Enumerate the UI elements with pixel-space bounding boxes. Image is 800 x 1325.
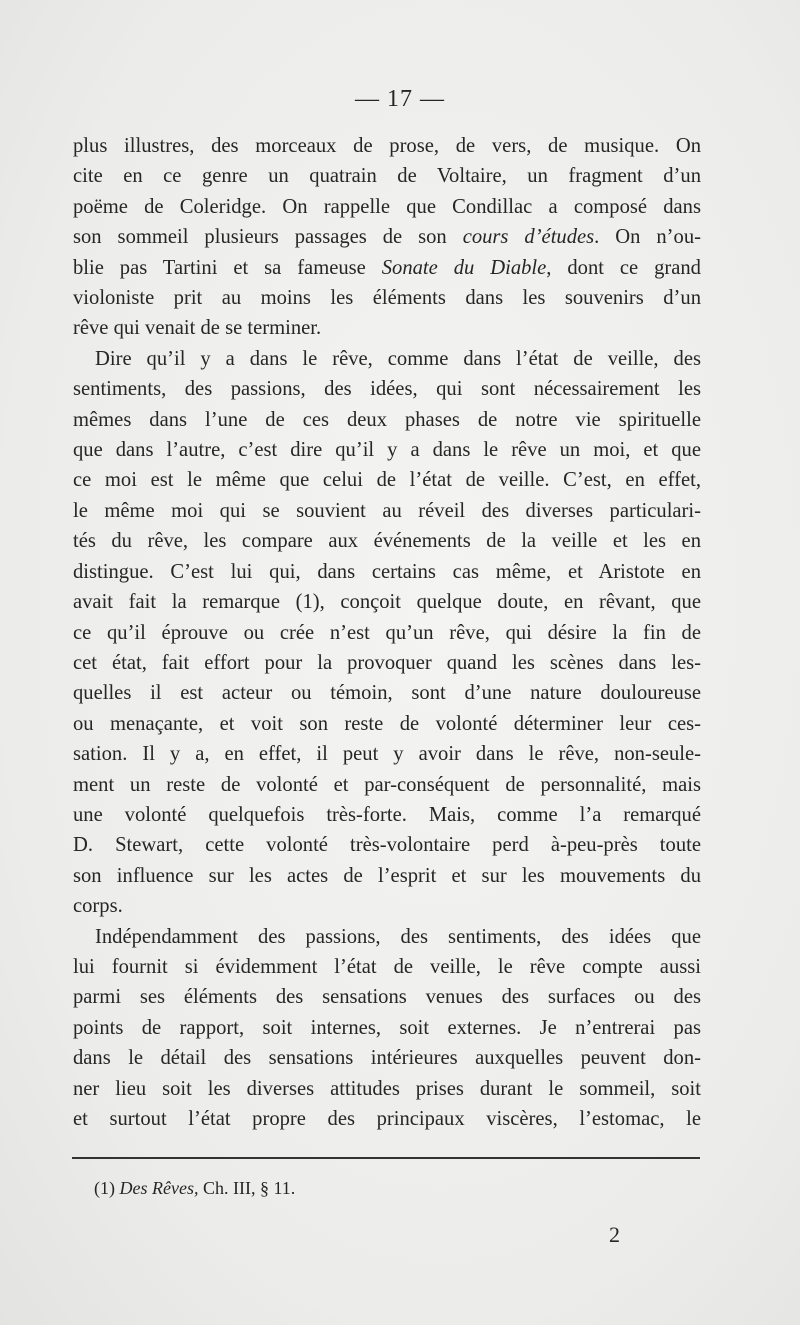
text-line [73,648,701,678]
text-segment: violoniste prit au moins les éléments dans les souvenirs d’un [73,287,701,310]
text-segment: distingue. C’est lui qui, dans certains cas même, et Aristote en [73,560,701,583]
text-line [73,739,701,769]
paragraph [73,344,701,922]
text-segment: poëme de Coleridge. On rappelle que Condillac a composé dans [73,195,701,218]
page-number: — 17 — [355,86,445,112]
text-line [73,709,701,739]
text-segment: cite en ce genre un quatrain de Voltaire, un fragment d’un [73,165,701,188]
text-line [73,374,701,404]
text-segment: sentiments, des passions, des idées, qui sont nécessairement les [73,378,701,401]
text-segment: ner lieu soit les diverses attitudes prises durant le sommeil, soit [73,1077,701,1100]
paragraph [73,131,701,344]
text-line [73,770,701,800]
text-line [73,952,701,982]
paragraph [73,922,701,1135]
text-line [73,465,701,495]
text-segment: Indépendamment des passions, des sentiments, des idées que [95,925,701,948]
text-segment: points de rapport, soit internes, soit externes. Je n’entrerai pas [73,1016,701,1039]
text-segment: Dire qu’il y a dans le rêve, comme dans l’état de veille, des [95,347,701,370]
text-segment: quelles il est acteur ou témoin, sont d’une nature douloureuse [73,682,701,705]
text-segment: ment un reste de volonté et par-conséquent de personnalité, mais [73,773,701,796]
text-line [73,830,701,860]
text-segment: sation. Il y a, en effet, il peut y avoir dans le rêve, non-seule- [73,743,701,766]
text-line [73,557,701,587]
text-line [73,161,701,191]
text-line [73,800,701,830]
text-line [73,618,701,648]
text-segment: ce qu’il éprouve ou crée n’est qu’un rêve, qui désire la fin de [73,621,701,644]
text-line [73,192,701,222]
text-segment: cet état, fait effort pour la provoquer quand les scènes dans les- [73,651,701,674]
text-segment: mêmes dans l’une de ces deux phases de notre vie spirituelle [73,408,701,431]
text-segment: lui fournit si évidemment l’état de veille, le rêve compte aussi [73,955,701,978]
text-segment: ce moi est le même que celui de l’état de veille. C’est, en effet, [73,469,701,492]
text-line [73,344,701,374]
text-segment: parmi ses éléments des sensations venues des surfaces ou des [73,986,701,1009]
text-segment: D. Stewart, cette volonté très-volontaire perd à-peu-près toute [73,834,701,857]
text-segment: le même moi qui se souvient au réveil des diverses particulari- [73,499,701,522]
text-line [73,496,701,526]
text-segment: rêve qui venait de se terminer. [73,317,322,340]
text-line [73,1104,701,1134]
text-segment: avait fait la remarque (1), conçoit quelque doute, en rêvant, que [73,591,701,614]
italic-title: Sonate du Diable [381,256,547,279]
body-text [73,131,701,1134]
text-segment: , dont ce grand [546,256,701,279]
text-segment: et surtout l’état propre des principaux viscères, l’estomac, le [73,1108,701,1130]
text-line [73,526,701,556]
text-line [73,1013,701,1043]
text-line [73,222,701,252]
footnote [94,1178,295,1199]
text-line [73,131,701,161]
text-line [73,861,701,891]
footnote-reference: Ch. III, § 11. [198,1178,296,1198]
text-line [73,1043,701,1073]
text-segment: dans le détail des sensations intérieures auxquelles peuvent don- [73,1047,701,1070]
text-line [73,678,701,708]
text-segment: une volonté quelquefois très-forte. Mais, comme l’a remarqué [73,803,701,826]
text-segment: blie pas Tartini et sa fameuse [73,256,382,279]
text-line [73,922,701,952]
text-line [73,283,701,313]
text-line [73,313,701,343]
text-segment: . On n’ou- [594,226,701,249]
text-segment: ou menaçante, et voit son reste de volonté déterminer leur ces- [73,712,701,735]
text-line [73,253,701,283]
text-segment: son influence sur les actes de l’esprit et sur les mouvements du [73,864,701,887]
text-segment: son sommeil plusieurs passages de son [73,226,463,249]
signature-mark: 2 [609,1222,620,1247]
text-line [73,1074,701,1104]
italic-title: cours d’études [462,226,595,249]
text-segment: corps. [73,895,123,918]
footnote-title: Des Rêves, [119,1178,199,1198]
footnote-marker: (1) [94,1178,120,1198]
text-line [73,891,701,921]
text-segment: que dans l’autre, c’est dire qu’il y a dans le rêve un moi, et que [73,439,701,462]
footnote-rule [72,1157,700,1159]
text-line [73,405,701,435]
text-line [73,982,701,1012]
text-line [73,435,701,465]
text-segment: plus illustres, des morceaux de prose, de vers, de musique. On [73,135,701,157]
text-segment: tés du rêve, les compare aux événements de la veille et les en [73,530,701,553]
text-line [73,587,701,617]
